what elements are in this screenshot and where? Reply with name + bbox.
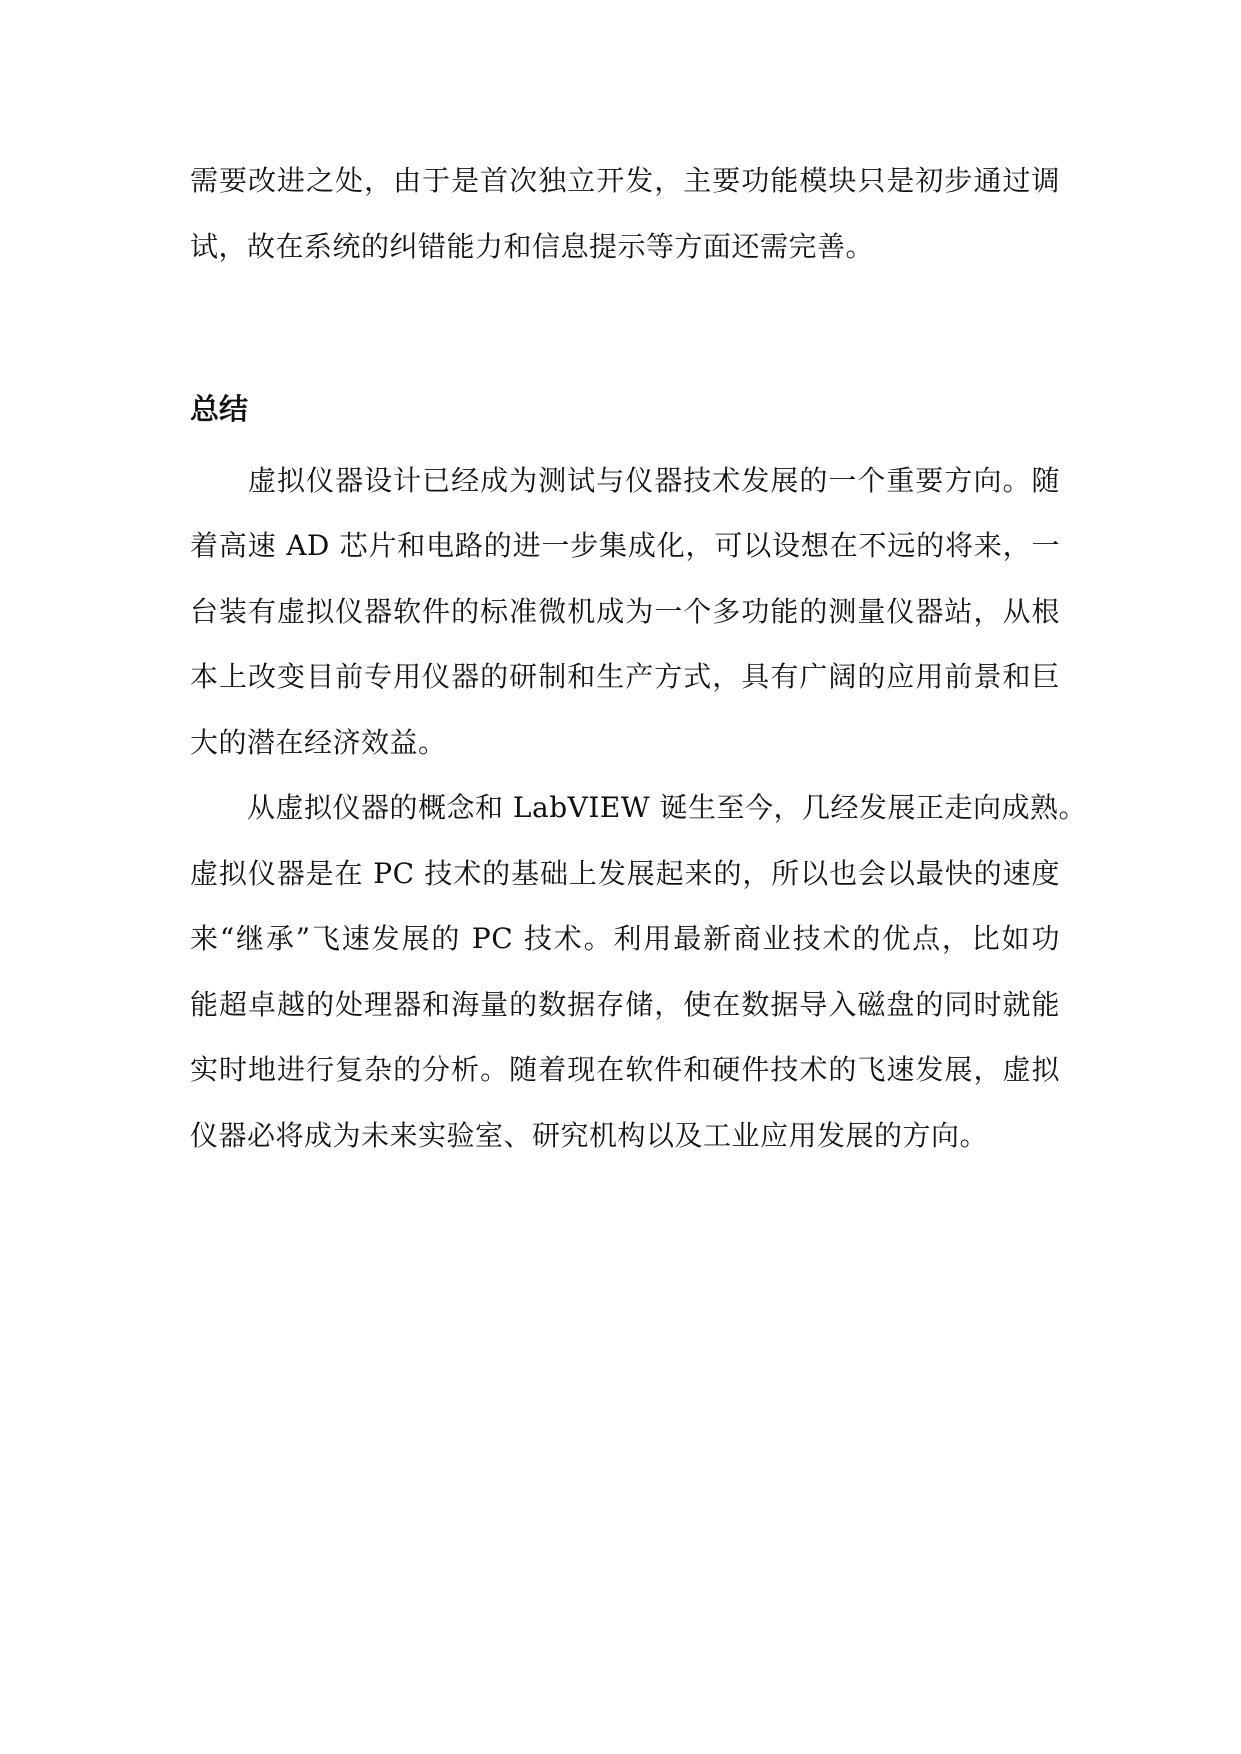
paragraph2-line-3: 来“继承”飞速发展的 PC 技术。利用最新商业技术的优点，比如功 bbox=[190, 922, 1060, 955]
paragraph2-line-1: 从虚拟仪器的概念和 LabVIEW 诞生至今，几经发展正走向成熟。 bbox=[190, 791, 1088, 824]
paragraph1-line-5: 大的潜在经济效益。 bbox=[190, 726, 447, 759]
paragraph1-line-2: 着高速 AD 芯片和电路的进一步集成化，可以设想在不远的将来，一 bbox=[190, 529, 1060, 562]
paragraph2-line-5: 实时地进行复杂的分析。随着现在软件和硬件技术的飞速发展，虚拟 bbox=[190, 1053, 1060, 1086]
paragraph2-line-4: 能超卓越的处理器和海量的数据存储，使在数据导入磁盘的同时就能 bbox=[190, 988, 1060, 1021]
intro-line-2: 试，故在系统的纠错能力和信息提示等方面还需完善。 bbox=[190, 230, 875, 263]
paragraph2-line-6: 仪器必将成为未来实验室、研究机构以及工业应用发展的方向。 bbox=[190, 1119, 989, 1152]
paragraph1-line-4: 本上改变目前专用仪器的研制和生产方式，具有广阔的应用前景和巨 bbox=[190, 660, 1060, 693]
paragraph1-line-1: 虚拟仪器设计已经成为测试与仪器技术发展的一个重要方向。随 bbox=[190, 464, 1060, 497]
paragraph1-line-3: 台装有虚拟仪器软件的标准微机成为一个多功能的测量仪器站，从根 bbox=[190, 595, 1060, 628]
intro-line-1: 需要改进之处，由于是首次独立开发，主要功能模块只是初步通过调 bbox=[190, 164, 1060, 197]
paragraph2-line-2: 虚拟仪器是在 PC 技术的基础上发展起来的，所以也会以最快的速度 bbox=[190, 857, 1060, 890]
section-heading: 总结 bbox=[190, 392, 249, 426]
